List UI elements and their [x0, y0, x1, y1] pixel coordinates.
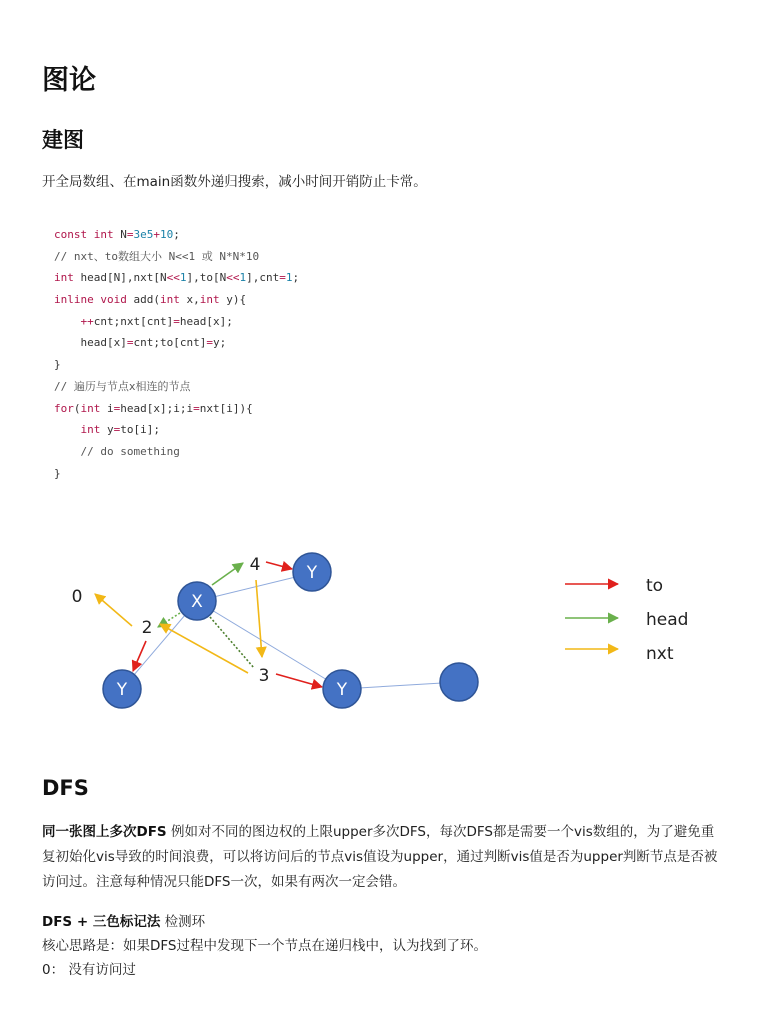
code-token: add( [133, 293, 160, 307]
code-token: int [199, 293, 227, 307]
code-token: y [107, 423, 114, 437]
legend-head-label: head [646, 610, 689, 630]
to-arrow [276, 674, 322, 687]
edge-label-3: 3 [258, 666, 270, 686]
dfs-core-idea: 核心思路是：如果DFS过程中发现下一个节点在递归栈中，认为找到了环。 [42, 938, 487, 954]
code-token: head[x];i;i [120, 401, 194, 415]
code-token: = [173, 314, 180, 328]
legend-to-label: to [646, 576, 664, 596]
edge-label-2: 2 [141, 618, 153, 638]
code-token: = [113, 423, 121, 437]
nxt-arrow [256, 580, 262, 657]
code-token: N [120, 228, 127, 241]
head-arrow [212, 563, 243, 585]
code-token: = [113, 401, 121, 415]
node-label-y-mid: Y [336, 680, 348, 700]
code-token: 1 [179, 271, 187, 285]
code-token: ; [173, 228, 180, 241]
code-token: } [54, 466, 61, 480]
code-token: inline void [54, 293, 134, 307]
code-token: // nxt、to数组大小 N<<1 或 N*N*10 [54, 249, 260, 263]
code-token: << [166, 271, 180, 285]
code-token: x, [186, 293, 200, 307]
code-token: 10 [159, 228, 174, 241]
code-token: int [80, 423, 107, 437]
code-line [54, 376, 299, 398]
node-label-x: X [191, 592, 203, 612]
code-token: y){ [226, 293, 247, 307]
legend-nxt-label: nxt [646, 644, 674, 664]
dfs-para-bold: 同一张图上多次DFS [42, 824, 167, 840]
nxt-arrow [95, 594, 132, 626]
dfs-subheading [42, 910, 205, 934]
code-line [54, 441, 299, 463]
dfs-paragraph [42, 820, 726, 895]
code-token: head[x]; [179, 314, 233, 328]
graph-diagram [42, 505, 728, 755]
node-label-y-top: Y [306, 563, 318, 583]
code-token: // 遍历与节点x相连的节点 [54, 379, 191, 393]
code-token: << [226, 271, 240, 285]
code-line [54, 354, 299, 376]
node-label-y-left: Y [116, 680, 128, 700]
code-line [54, 267, 299, 289]
page-title: 图论 [42, 65, 96, 96]
to-arrow [133, 641, 146, 671]
code-line [54, 332, 299, 354]
to-arrow [266, 562, 292, 569]
code-line [54, 311, 299, 333]
edge-label-0: 0 [71, 587, 83, 607]
code-token: ],to[N [186, 271, 227, 285]
code-line [54, 419, 299, 441]
section-heading-dfs: DFS [42, 776, 89, 800]
graph-edge [197, 601, 342, 689]
code-line [54, 289, 299, 311]
code-token: ; [292, 271, 300, 285]
code-token [54, 315, 81, 328]
code-token: for [54, 401, 74, 415]
code-token: = [279, 271, 286, 285]
code-token: = [126, 336, 134, 350]
build-intro-text: 开全局数组、在main函数外递归搜索，减小时间开销防止卡常。 [42, 174, 427, 190]
code-token: ],cnt [246, 271, 280, 285]
code-token: 1 [285, 271, 293, 285]
code-token: int [54, 271, 81, 285]
code-token: ( [73, 401, 81, 415]
code-token: int [159, 293, 187, 307]
code-token: 1 [239, 271, 247, 285]
code-token: const int [54, 228, 121, 241]
code-token: // do something [54, 444, 180, 458]
code-token: head[x] [54, 336, 127, 350]
code-line [54, 398, 299, 420]
code-token: i [107, 401, 114, 415]
code-block [54, 224, 299, 484]
nxt-arrow [160, 624, 248, 673]
code-line [54, 224, 299, 246]
head-arrow-dotted [210, 617, 254, 668]
code-token: 3e5 [133, 228, 154, 241]
code-token: nxt[i]){ [199, 401, 253, 415]
dfs-state-zero: 0： 没有访问过 [42, 962, 136, 978]
code-token: cnt;nxt[cnt] [93, 314, 174, 328]
graph-node [440, 663, 478, 701]
code-token: = [193, 401, 200, 415]
code-token: ++ [80, 314, 94, 328]
code-token: head[N],nxt[N [80, 271, 167, 285]
code-token: } [54, 358, 61, 372]
code-line [54, 246, 299, 268]
dfs-sub-bold: DFS + 三色标记法 [42, 914, 161, 930]
code-token: y; [212, 336, 227, 350]
section-heading-build: 建图 [42, 128, 84, 152]
code-token: = [206, 336, 213, 350]
code-token: + [153, 228, 160, 241]
dfs-sub-text: 检测环 [160, 914, 206, 930]
edge-label-4: 4 [249, 555, 261, 575]
dfs-para-text: 例如对不同的图边权的上限upper多次DFS，每次DFS都是需要一个vis数组的，为了避免重复初始化vis导致的时间浪费，可以将访问后的节点vis值设为upper，通过判断vis值是否为upper判断节点是否被访问过。注意每种情况只能DFS一次，如果有两次一定会错。 [42, 824, 718, 890]
code-line [54, 463, 299, 485]
code-token: cnt;to[cnt] [133, 336, 207, 350]
code-token [54, 423, 81, 436]
code-token: int [80, 401, 107, 415]
code-token: = [126, 228, 134, 241]
code-token: to[i]; [120, 423, 160, 437]
